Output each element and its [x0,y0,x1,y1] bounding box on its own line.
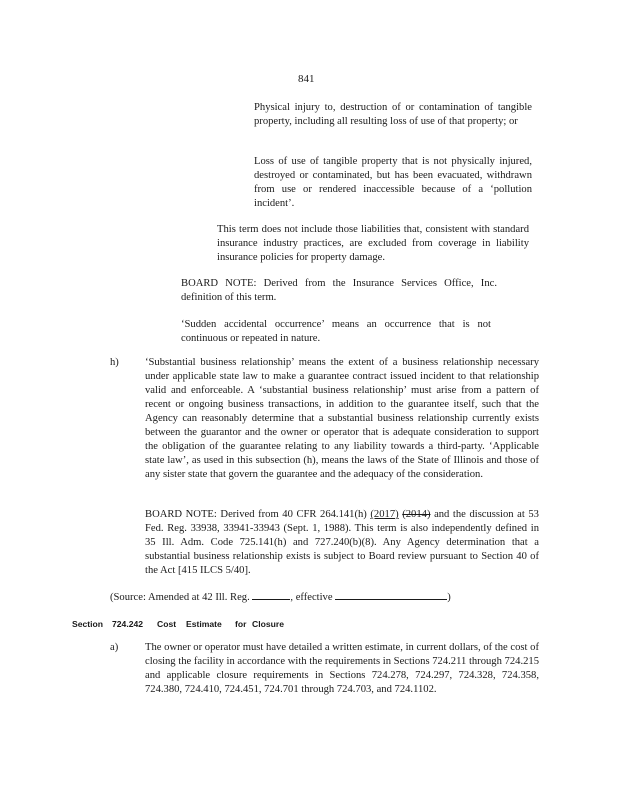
section-title-for: for [235,619,247,629]
source-line [110,589,540,605]
section-word: Section [72,619,104,629]
effective-date-blank [335,589,447,600]
paragraph-loss-of-use: Loss of use of tangible property that is not physically injured, destroyed or contaminated, but has been evacuated, withdrawn from use or rendered inaccessible because of a ‘pollution incident’. [254,156,532,209]
section-number: 724.242 [112,619,144,629]
reg-page-blank [252,589,290,600]
item-h-label: h) [110,357,119,368]
paragraph-physical-injury: Physical injury to, destruction of or contamination of tangible property, including all resulting loss of use of that property; or [254,102,532,127]
board-note-insurance: BOARD NOTE: Derived from the Insurance Services Office, Inc. definition of this term. [181,278,497,303]
section-title-cost: Cost [157,619,177,629]
source-suffix: ) [447,592,451,603]
board-note-derived [145,508,539,578]
section-title-closure: Closure [252,619,284,629]
paragraph-exclusion: This term does not include those liabilities that, consistent with standard insurance industry practices, are excluded from coverage in liability insurance policies for property damage. [217,224,529,263]
section-title-estimate: Estimate [186,619,222,629]
source-prefix: (Source: Amended at 42 Ill. Reg. [110,592,250,603]
board-note-prefix: BOARD NOTE: Derived from 40 CFR 264.141(h) [145,509,367,520]
page-number: 841 [298,73,315,85]
item-a-text: The owner or operator must have detailed a written estimate, in current dollars, of the cost of closing the facility in accordance with the requirements in Sections 724.211 through 724.215 and applicable closure requirements in Sections 724.278, 724.297, 724.328, 724.358, 724.380, 724.410, 724.451, 724.701 through 724.703, and 724.1102. [145,642,539,695]
year-inserted: (2017) [370,509,399,520]
source-middle: , effective [290,592,333,603]
item-a-label: a) [110,642,119,653]
year-deleted: (2014) [402,509,431,520]
board-note-body: and the discussion at 53 Fed. Reg. 33938, 33941-33943 (Sept. 1, 1988). This term is also independently defined in 35 Ill. Adm. Code 725.141(h) and 727.240(b)(8). Any Agency determination that a substantial business relationship exists is subject to Board review pursuant to Section 40 of the Act [415 ILCS 5/40]. [145,509,539,576]
sudden-occurrence-definition: ‘Sudden accidental occurrence’ means an occurrence that is not continuous or repeated in nature. [181,319,491,344]
item-h-text: ‘Substantial business relationship’ means the extent of a business relationship necessary under applicable state law to make a guarantee contract issued incident to that relationship valid and enforceable. A ‘substantial business relationship’ must arise from a pattern of recent or ongoing business transactions, in addition to the guarantee itself, such that the Agency can reasonably determine that a substantial business relationship currently exists between the guarantor and the owner or operator that is adequate consideration to support the obligation of the guarantee relating to any liability towards a third-party. ‘Applicable state law’, as used in this subsection (h), means the laws of the State of Illinois and those of any sister state that govern the guarantee and the adequacy of the consideration. [145,357,539,480]
